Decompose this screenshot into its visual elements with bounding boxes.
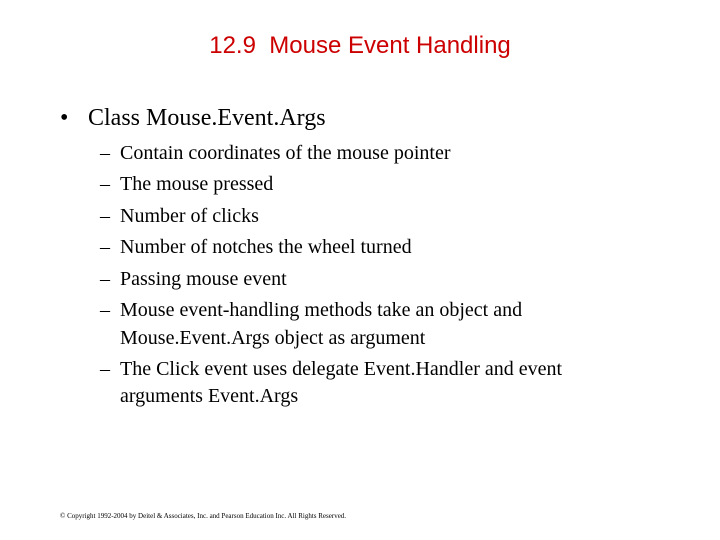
copyright-footer: © Copyright 1992-2004 by Deitel & Associates, Inc. and Pearson Education Inc. All Rights Reserved. (60, 512, 347, 520)
sub-bullet-text: Passing mouse event (120, 268, 287, 290)
dash-marker: – (100, 299, 110, 321)
sub-bullet-text: The Click event uses delegate Event.Handler and event (120, 358, 563, 380)
dash-marker: – (100, 173, 110, 195)
bullet-marker: • (60, 105, 69, 131)
slide-title: 12.9 Mouse Event Handling (209, 32, 511, 59)
dash-marker: – (100, 358, 110, 380)
dash-marker: – (100, 268, 110, 290)
sub-bullet-text: Contain coordinates of the mouse pointer (120, 142, 451, 164)
sub-bullet-text: Number of notches the wheel turned (120, 236, 412, 258)
dash-marker: – (100, 236, 110, 258)
sub-bullet-text: The mouse pressed (120, 173, 274, 195)
dash-marker: – (100, 205, 110, 227)
main-bullet (60, 102, 326, 134)
dash-marker: – (100, 142, 110, 164)
sub-bullet-text: Number of clicks (120, 205, 259, 227)
main-bullet-text: Class Mouse.Event.Args (88, 105, 326, 131)
sub-bullet-text: arguments Event.Args (120, 385, 299, 407)
sub-bullet-text: Mouse event-handling methods take an object and (120, 299, 523, 321)
sub-bullet-text: Mouse.Event.Args object as argument (120, 327, 426, 349)
